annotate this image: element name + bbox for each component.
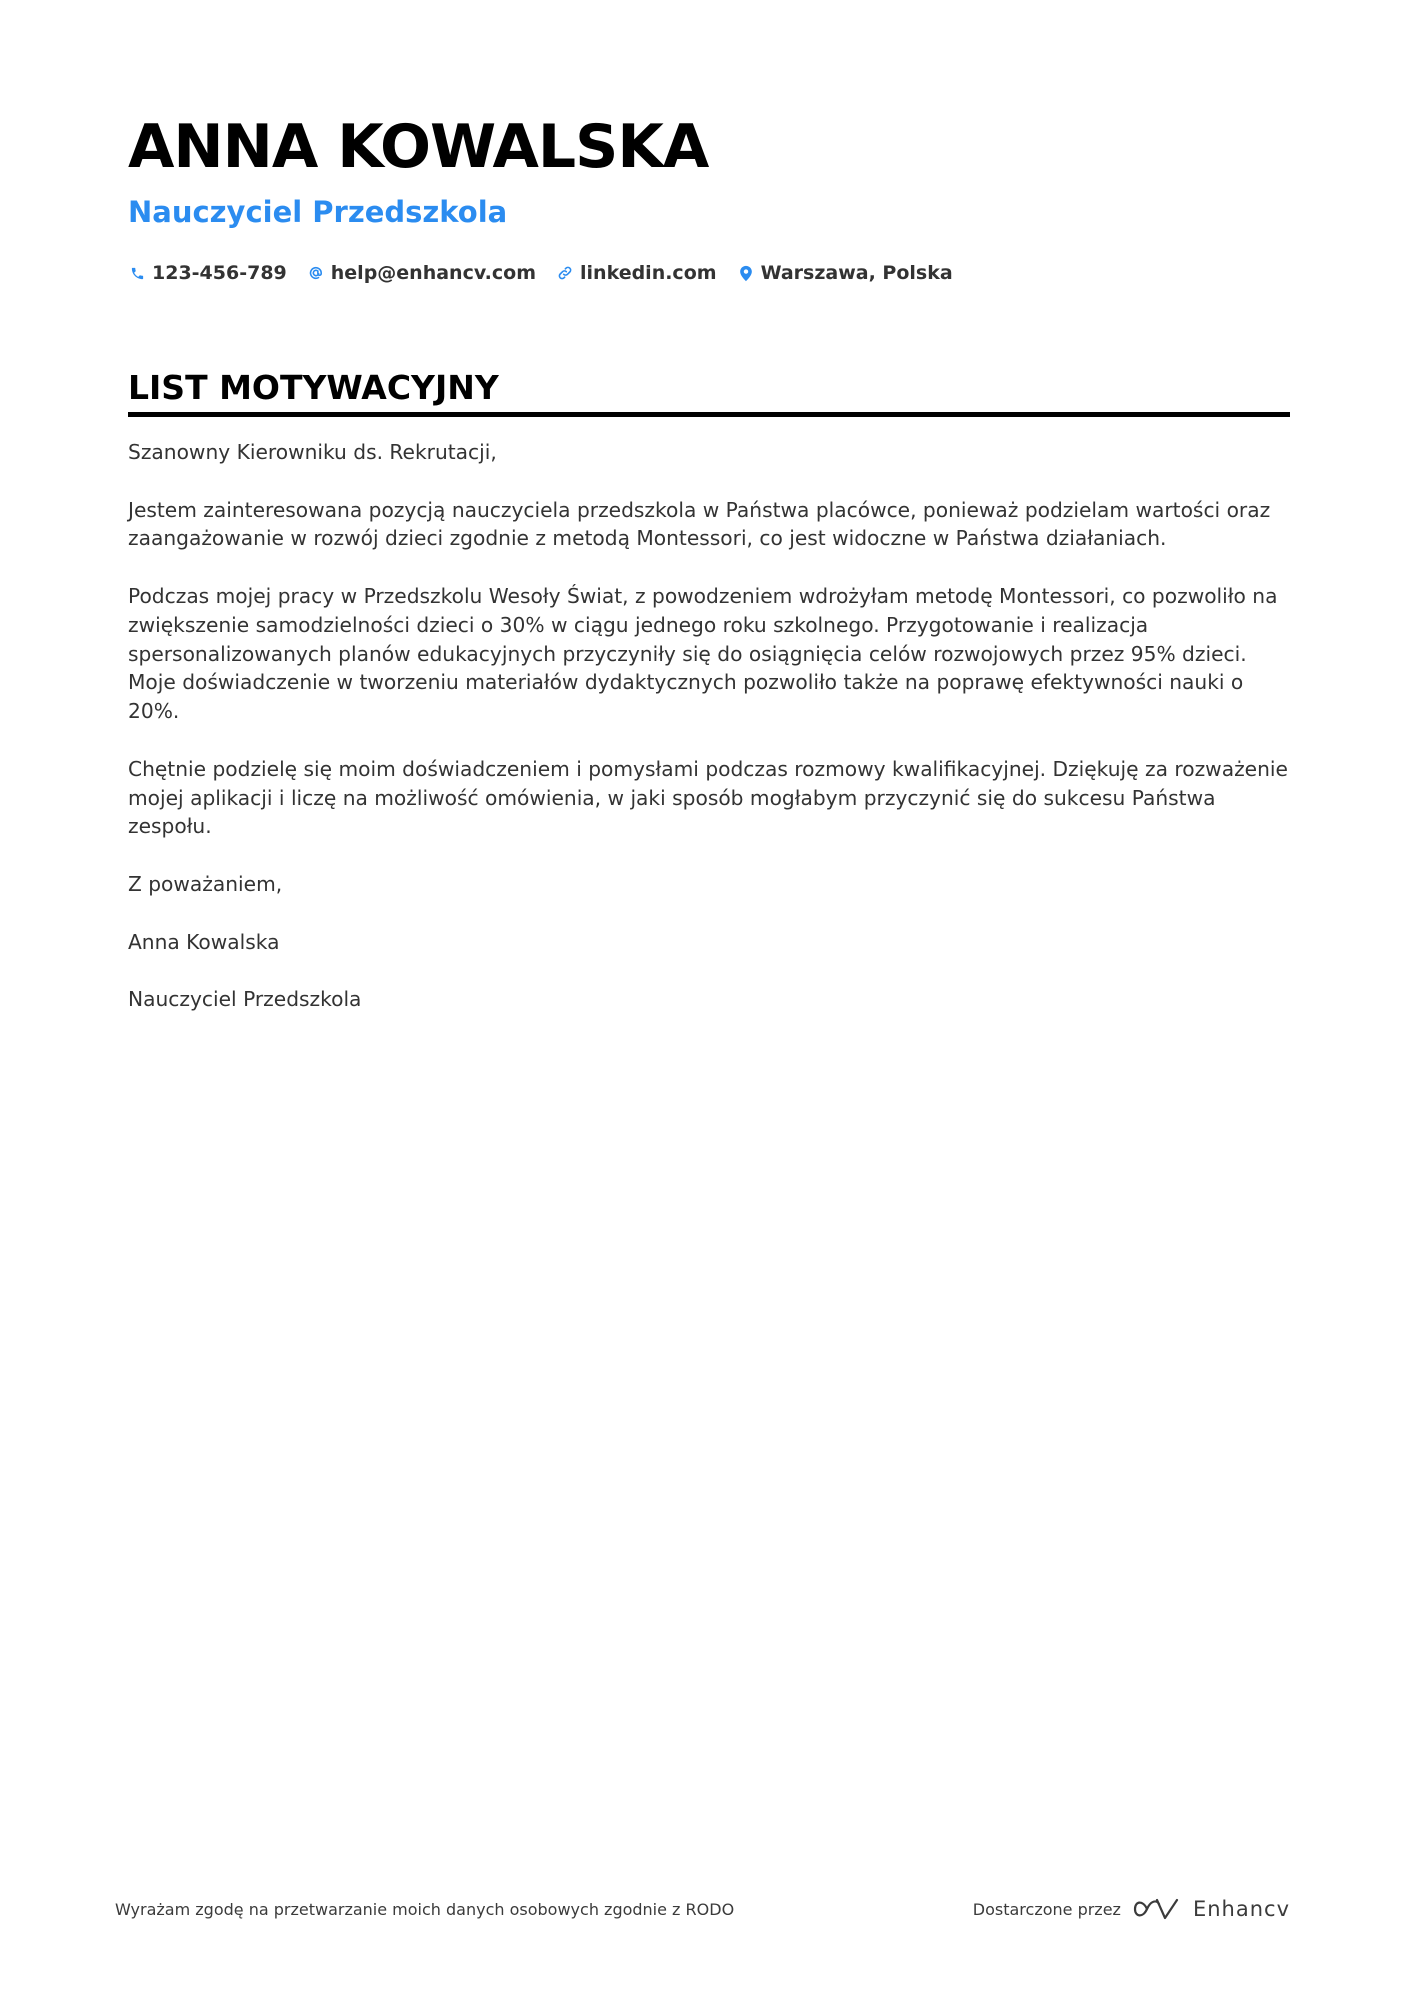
enhancv-logo-icon <box>1133 1896 1179 1922</box>
paragraph-experience: Podczas mojej pracy w Przedszkolu Wesoły Świat, z powodzeniem wdrożyłam metodę Montessori, co pozwoliło na zwiększenie samodzielności dzieci o 30% w ciągu jednego roku szkolnego. Przygotowanie i realizacja spersonalizowanych planów edukacyjnych przyczyniły się do osiągnięcia celów rozwojowych przez 95% dzieci. Moje doświadczenie w tworzeniu materiałów dydaktycznych pozwoliło także na poprawę efektywności nauki o 20%. <box>128 583 1278 724</box>
at-icon <box>307 264 325 282</box>
contact-linkedin[interactable] <box>556 262 717 284</box>
section-divider <box>128 412 1290 417</box>
powered-by <box>973 1890 1290 1928</box>
closing: Z poważaniem, <box>128 871 283 896</box>
location-pin-icon <box>737 264 755 282</box>
phone-number: 123-456-789 <box>152 262 287 284</box>
contact-location <box>737 262 953 284</box>
applicant-title: Nauczyciel Przedszkola <box>128 195 508 229</box>
gdpr-consent: Wyrażam zgodę na przetwarzanie moich danych osobowych zgodnie z RODO <box>115 1900 735 1919</box>
signature-name: Anna Kowalska <box>128 929 280 954</box>
paragraph-interest: Jestem zainteresowana pozycją nauczyciela przedszkola w Państwa placówce, ponieważ podzielam wartości oraz zaangażowanie w rozwój dzieci zgodnie z metodą Montessori, co jest widoczne w Państwa działaniach. <box>128 497 1271 551</box>
linkedin-link[interactable]: linkedin.com <box>580 262 717 284</box>
letter-body <box>128 438 1288 1043</box>
section-title: LIST MOTYWACYJNY <box>128 368 499 407</box>
email-address[interactable]: help@enhancv.com <box>330 262 537 284</box>
applicant-name: ANNA KOWALSKA <box>128 112 709 182</box>
phone-icon <box>128 264 146 282</box>
link-icon <box>556 264 574 282</box>
powered-by-label: Dostarczone przez <box>972 1899 1121 1919</box>
contact-info <box>128 258 1288 288</box>
brand-name: Enhancv <box>1192 1897 1290 1921</box>
letter-header <box>128 108 1288 288</box>
contact-email[interactable] <box>307 262 536 284</box>
letter-section-heading <box>128 366 1290 417</box>
location-text: Warszawa, Polska <box>760 262 953 284</box>
paragraph-closing: Chętnie podzielę się moim doświadczeniem i pomysłami podczas rozmowy kwalifikacyjnej. Dziękuję za rozważenie mojej aplikacji i liczę na możliwość omówienia, w jaki sposób mogłabym przyczynić się do sukcesu Państwa zespołu. <box>128 756 1288 839</box>
page-footer <box>0 1890 1410 1930</box>
signature-title: Nauczyciel Przedszkola <box>128 987 362 1012</box>
salutation: Szanowny Kierowniku ds. Rekrutacji, <box>128 440 497 464</box>
contact-phone <box>128 262 287 284</box>
